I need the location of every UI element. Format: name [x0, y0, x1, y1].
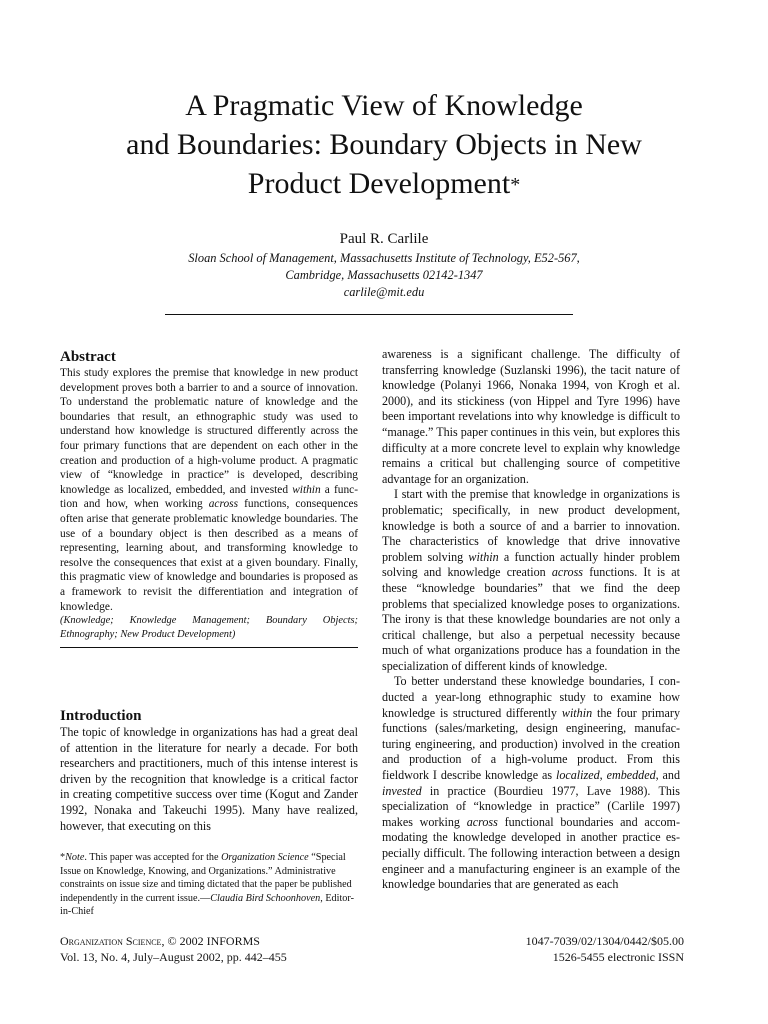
author-name: Paul R. Carlile [339, 231, 429, 247]
paper-title [80, 86, 688, 205]
title-footnote-marker: * [510, 174, 521, 196]
title-line-1: A Pragmatic View of Knowledge [185, 89, 583, 122]
footnote: *Note. This paper was accepted for the Organization Science “Special Issue on Knowledge, Knowing, and Organizations.” Administrative constraints on issue size and timing dictated that the paper be published independently in the current issue.—Claudia Bird Schoonhoven, Editor-in-Chief [60, 852, 354, 918]
abstract-keywords: (Knowledge; Knowledge Management; Boundary Objects; Ethnography; New Product Development) [60, 615, 358, 640]
right-paragraph-3: To better understand these knowledge boundaries, I conducted a year-long ethnographic study to examine how knowledge is structured differently within the four primary functions (sales/marketing, design engineering, manufacturing engineering, and production) involved in the creation and production of a high-volume product. From this fieldwork I describe knowledge as localized, embedded, and invested in practice (Bourdieu 1977, Lave 1988). This specialization of “knowledge in practice” (Carlile 1997) makes working across functional boundaries and accommodating the knowledge developed in another practice especially difficult. The following interaction between a design engineer and a manufacturing engineer is an example of the knowledge boundaries that are generated as each [382, 674, 681, 892]
author-affiliation [100, 250, 668, 301]
footer-volume: Vol. 13, No. 4, July–August 2002, pp. 442–455 [60, 949, 287, 964]
footer-citation [60, 934, 287, 965]
footer-issn-electronic: 1526-5455 electronic ISSN [552, 949, 684, 964]
footer-journal: Organization Science [60, 934, 162, 948]
footer-issn-print: 1047-7039/02/1304/0442/$05.00 [525, 934, 684, 948]
abstract-body [60, 366, 358, 641]
author-email: carlile@mit.edu [343, 285, 425, 299]
introduction-heading: Introduction [60, 708, 142, 724]
right-paragraph-2: I start with the premise that knowledge in organizations is problematic; specifically, in new product development, knowledge is both a source of and a barrier to innovation. The characteristics of knowledge that drive innovative problem solving within a function actually hinder problem solving and knowledge creation across functions. It is at these “knowledge boundaries” that we find the deep problems that specialized knowledge poses to organizations. The irony is that these knowledge boundaries are not only a critical challenge, but also a perpetual necessity because much of what organizations produce has a foundation in the specialization of different kinds of knowledge. [382, 487, 681, 673]
footer-issn [526, 934, 684, 965]
title-line-3: Product Development [247, 167, 511, 200]
abstract-text: This study explores the premise that knowledge in new product development proves both a barrier to and a source of innovation. To understand the problematic nature of knowledge and the boundaries that result, an ethnographic study was used to understand how knowledge is structured differently across the four primary functions that are dependent on each other in the creation and production of a high-volume product. A pragmatic view of “knowledge in practice” is developed, describing knowledge as localized, embedded, and invested within a function and how, when working across functions, consequences often arise that generate problematic knowledge boundaries. The use of a boundary object is then described as a means of representing, learning about, and transforming knowledge to resolve the consequences that exist at a given boundary. Finally, this pragmatic view of knowledge and boundaries is proposed as a framework to revisit the differentiation and integration of knowledge. [60, 367, 358, 613]
affiliation-line-2: Cambridge, Massachusetts 02142-1347 [285, 268, 483, 282]
right-paragraph-1: awareness is a significant challenge. The difficulty of transferring knowledge (Suzlanski 1996), the tacit nature of knowledge (Polanyi 1966, Nonaka 1994, von Krogh et al. 2000), and its stickiness (von Hippel and Tyre 1996) have been important revelations into why knowledge is difficult to “manage.” This paper continues in this vein, but explores this difficulty at a more concrete level to explain why knowledge remains a critical but challenging source of competitive advantage for an organization. [382, 347, 680, 486]
right-column-body [382, 347, 680, 893]
introduction-body [60, 725, 358, 834]
title-line-2: and Boundaries: Boundary Objects in New [126, 128, 642, 161]
abstract-divider [60, 647, 358, 648]
introduction-paragraph-1: The topic of knowledge in organizations has had a great deal of attention in the literature for nearly a decade. For both researchers and practitioners, much of this intense interest is driven by the recognition that knowledge is a critical factor in creating competitive success over time (Kogut and Zander 1992, Nonaka and Takeuchi 1995). Many have realized, however, that executing on this [60, 725, 358, 833]
abstract-heading: Abstract [60, 349, 116, 365]
title-divider [165, 314, 573, 315]
footer-copyright: , © 2002 INFORMS [161, 934, 260, 948]
affiliation-line-1: Sloan School of Management, Massachusetts Institute of Technology, E52-567, [188, 251, 580, 265]
